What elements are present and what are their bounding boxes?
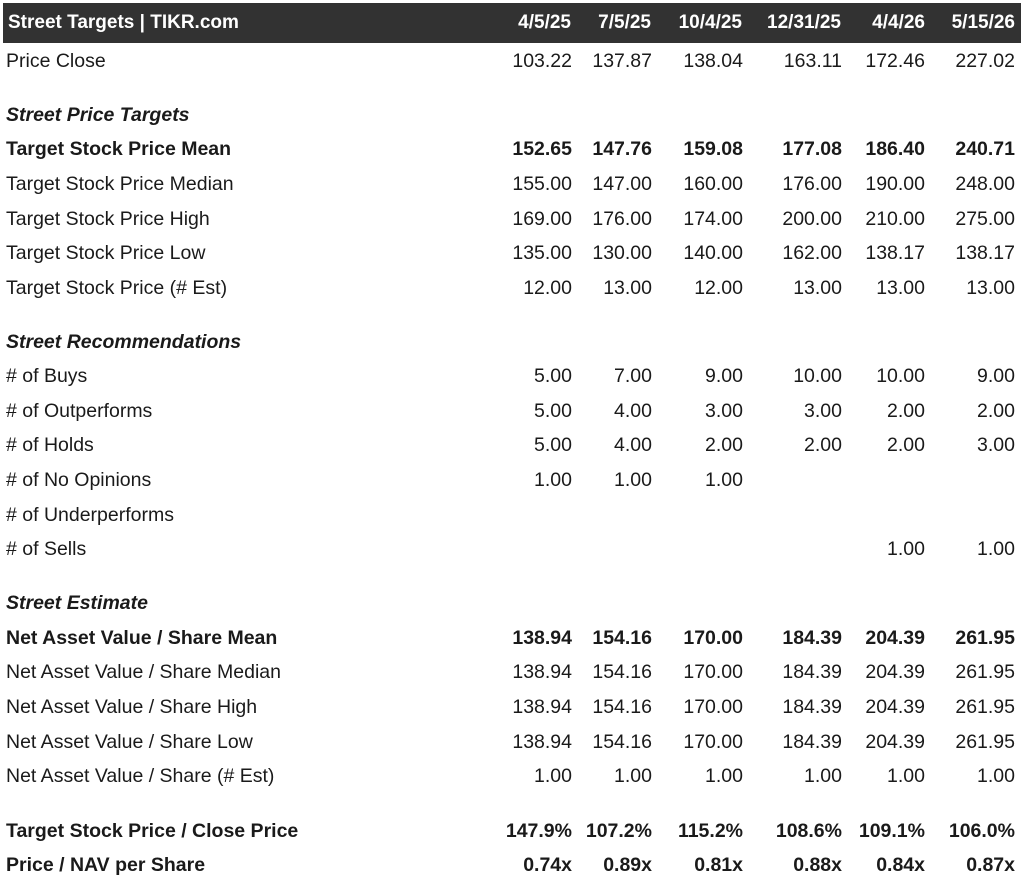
column-header-date: 5/15/26 [951, 12, 1015, 33]
section-title: Street Estimate [6, 592, 148, 614]
row-label: Target Stock Price (# Est) [6, 277, 228, 299]
row-value: 1.00 [534, 765, 572, 787]
table-row [3, 814, 1021, 848]
row-label: Net Asset Value / Share (# Est) [6, 765, 275, 787]
table-row [3, 532, 1021, 566]
row-value: 5.00 [534, 434, 572, 456]
row-value: 154.16 [592, 627, 652, 649]
row-value: 1.00 [534, 469, 572, 491]
row-value: 163.11 [783, 50, 842, 72]
row-value: 1.00 [804, 765, 842, 787]
row-value: 0.81x [694, 854, 743, 876]
row-value: 135.00 [512, 242, 572, 264]
row-value: 109.1% [858, 820, 925, 842]
row-value: 2.00 [705, 434, 743, 456]
row-value: 204.39 [865, 696, 925, 718]
row-label: # of No Opinions [6, 469, 152, 491]
row-value: 2.00 [887, 400, 925, 422]
row-value: 138.17 [865, 242, 925, 264]
row-value: 0.74x [523, 854, 572, 876]
row-value: 184.39 [782, 661, 842, 683]
row-value: 147.76 [592, 138, 652, 160]
row-value: 204.39 [865, 661, 925, 683]
row-value: 154.16 [592, 696, 652, 718]
table-row [3, 463, 1021, 497]
row-value: 160.00 [683, 173, 743, 195]
row-value: 147.00 [592, 173, 652, 195]
row-label: Target Stock Price / Close Price [6, 820, 299, 842]
row-value: 138.17 [955, 242, 1015, 264]
row-value: 12.00 [523, 277, 572, 299]
column-header-date: 4/4/26 [872, 12, 925, 33]
row-value: 184.39 [782, 731, 842, 753]
section-header-row [3, 98, 1021, 132]
row-value: 177.08 [782, 138, 842, 160]
row-value: 4.00 [614, 400, 652, 422]
row-value: 174.00 [683, 208, 743, 230]
row-value: 4.00 [614, 434, 652, 456]
column-header-date: 12/31/25 [767, 12, 841, 33]
row-value: 275.00 [955, 208, 1015, 230]
row-label: # of Sells [6, 538, 87, 560]
row-value: 154.16 [592, 661, 652, 683]
row-value: 140.00 [683, 242, 743, 264]
row-value: 13.00 [793, 277, 842, 299]
row-value: 190.00 [865, 173, 925, 195]
table-row [3, 428, 1021, 462]
row-value: 1.00 [705, 469, 743, 491]
row-value: 12.00 [694, 277, 743, 299]
row-value: 3.00 [705, 400, 743, 422]
row-label: Net Asset Value / Share Low [6, 731, 253, 753]
row-value: 261.95 [955, 627, 1015, 649]
row-label: Net Asset Value / Share High [6, 696, 258, 718]
row-value: 0.88x [793, 854, 842, 876]
row-value: 115.2% [677, 820, 743, 842]
row-value: 106.0% [948, 820, 1015, 842]
table-row [3, 236, 1021, 270]
row-value: 13.00 [876, 277, 925, 299]
row-value: 152.65 [512, 138, 572, 160]
row-value: 184.39 [782, 696, 842, 718]
row-value: 5.00 [534, 400, 572, 422]
column-header-date: 4/5/25 [518, 12, 571, 33]
row-value: 137.87 [592, 50, 652, 72]
row-value: 1.00 [887, 765, 925, 787]
row-value: 2.00 [887, 434, 925, 456]
table-row [3, 690, 1021, 724]
row-value: 2.00 [977, 400, 1015, 422]
table-row [3, 725, 1021, 759]
row-value: 7.00 [614, 365, 652, 387]
row-value: 184.39 [782, 627, 842, 649]
row-label: # of Buys [6, 365, 88, 387]
row-label: # of Outperforms [6, 400, 153, 422]
row-value: 261.95 [955, 731, 1015, 753]
row-value: 169.00 [512, 208, 572, 230]
row-value: 130.00 [592, 242, 652, 264]
table-header [3, 3, 1021, 43]
row-value: 13.00 [966, 277, 1015, 299]
row-value: 159.08 [683, 138, 743, 160]
row-label: Target Stock Price Median [6, 173, 234, 195]
row-value: 204.39 [865, 731, 925, 753]
row-value: 170.00 [683, 696, 743, 718]
row-value: 248.00 [955, 173, 1015, 195]
row-value: 172.46 [865, 50, 925, 72]
row-value: 1.00 [887, 538, 925, 560]
row-value: 3.00 [977, 434, 1015, 456]
row-value: 154.16 [592, 731, 652, 753]
row-label: Target Stock Price Mean [6, 138, 232, 160]
row-label: # of Underperforms [6, 504, 174, 526]
row-value: 240.71 [955, 138, 1015, 160]
row-value: 170.00 [683, 661, 743, 683]
row-value: 1.00 [614, 765, 652, 787]
row-value: 176.00 [592, 208, 652, 230]
row-value: 138.94 [512, 731, 572, 753]
table-row [3, 655, 1021, 689]
table-row [3, 132, 1021, 166]
row-label: Price / NAV per Share [6, 854, 206, 876]
table-row [3, 167, 1021, 201]
row-value: 1.00 [705, 765, 743, 787]
row-value: 204.39 [865, 627, 925, 649]
row-value: 1.00 [977, 765, 1015, 787]
row-value: 155.00 [512, 173, 572, 195]
table-row [3, 359, 1021, 393]
row-value: 108.6% [775, 820, 842, 842]
table-title: Street Targets | TIKR.com [8, 12, 239, 33]
row-value: 3.00 [804, 400, 842, 422]
section-header-row [3, 586, 1021, 620]
row-value: 138.04 [683, 50, 743, 72]
row-label: Net Asset Value / Share Mean [6, 627, 278, 649]
row-value: 13.00 [603, 277, 652, 299]
row-value: 138.94 [512, 627, 572, 649]
row-label: Target Stock Price High [6, 208, 210, 230]
row-value: 5.00 [534, 365, 572, 387]
row-value: 170.00 [683, 627, 743, 649]
row-value: 186.40 [865, 138, 925, 160]
row-value: 200.00 [782, 208, 842, 230]
row-value: 0.87x [966, 854, 1015, 876]
table-row [3, 202, 1021, 236]
row-label: # of Holds [6, 434, 94, 456]
table-row [3, 621, 1021, 655]
row-value: 0.89x [603, 854, 652, 876]
row-label: Price Close [6, 50, 106, 72]
row-value: 227.02 [955, 50, 1015, 72]
section-title: Street Price Targets [6, 104, 190, 126]
row-value: 1.00 [977, 538, 1015, 560]
row-value: 261.95 [955, 696, 1015, 718]
column-header-date: 7/5/25 [598, 12, 651, 33]
row-value: 10.00 [876, 365, 925, 387]
row-value: 2.00 [804, 434, 842, 456]
section-title: Street Recommendations [6, 331, 242, 353]
section-header-row [3, 325, 1021, 359]
row-value: 1.00 [614, 469, 652, 491]
row-value: 107.2% [585, 820, 652, 842]
row-value: 10.00 [793, 365, 842, 387]
row-value: 0.84x [876, 854, 925, 876]
row-value: 170.00 [683, 731, 743, 753]
row-value: 261.95 [955, 661, 1015, 683]
table-row [3, 848, 1021, 882]
row-value: 103.22 [512, 50, 572, 72]
table-row [3, 498, 1021, 532]
column-header-date: 10/4/25 [678, 12, 742, 33]
row-value: 138.94 [512, 696, 572, 718]
table-row [3, 394, 1021, 428]
row-value: 9.00 [705, 365, 743, 387]
table-row [3, 759, 1021, 793]
row-value: 210.00 [865, 208, 925, 230]
row-value: 9.00 [977, 365, 1015, 387]
table-row [3, 44, 1021, 78]
row-value: 138.94 [512, 661, 572, 683]
row-value: 176.00 [782, 173, 842, 195]
row-label: Target Stock Price Low [6, 242, 206, 264]
row-value: 162.00 [782, 242, 842, 264]
row-value: 147.9% [505, 820, 572, 842]
row-label: Net Asset Value / Share Median [6, 661, 281, 683]
table-row [3, 271, 1021, 305]
